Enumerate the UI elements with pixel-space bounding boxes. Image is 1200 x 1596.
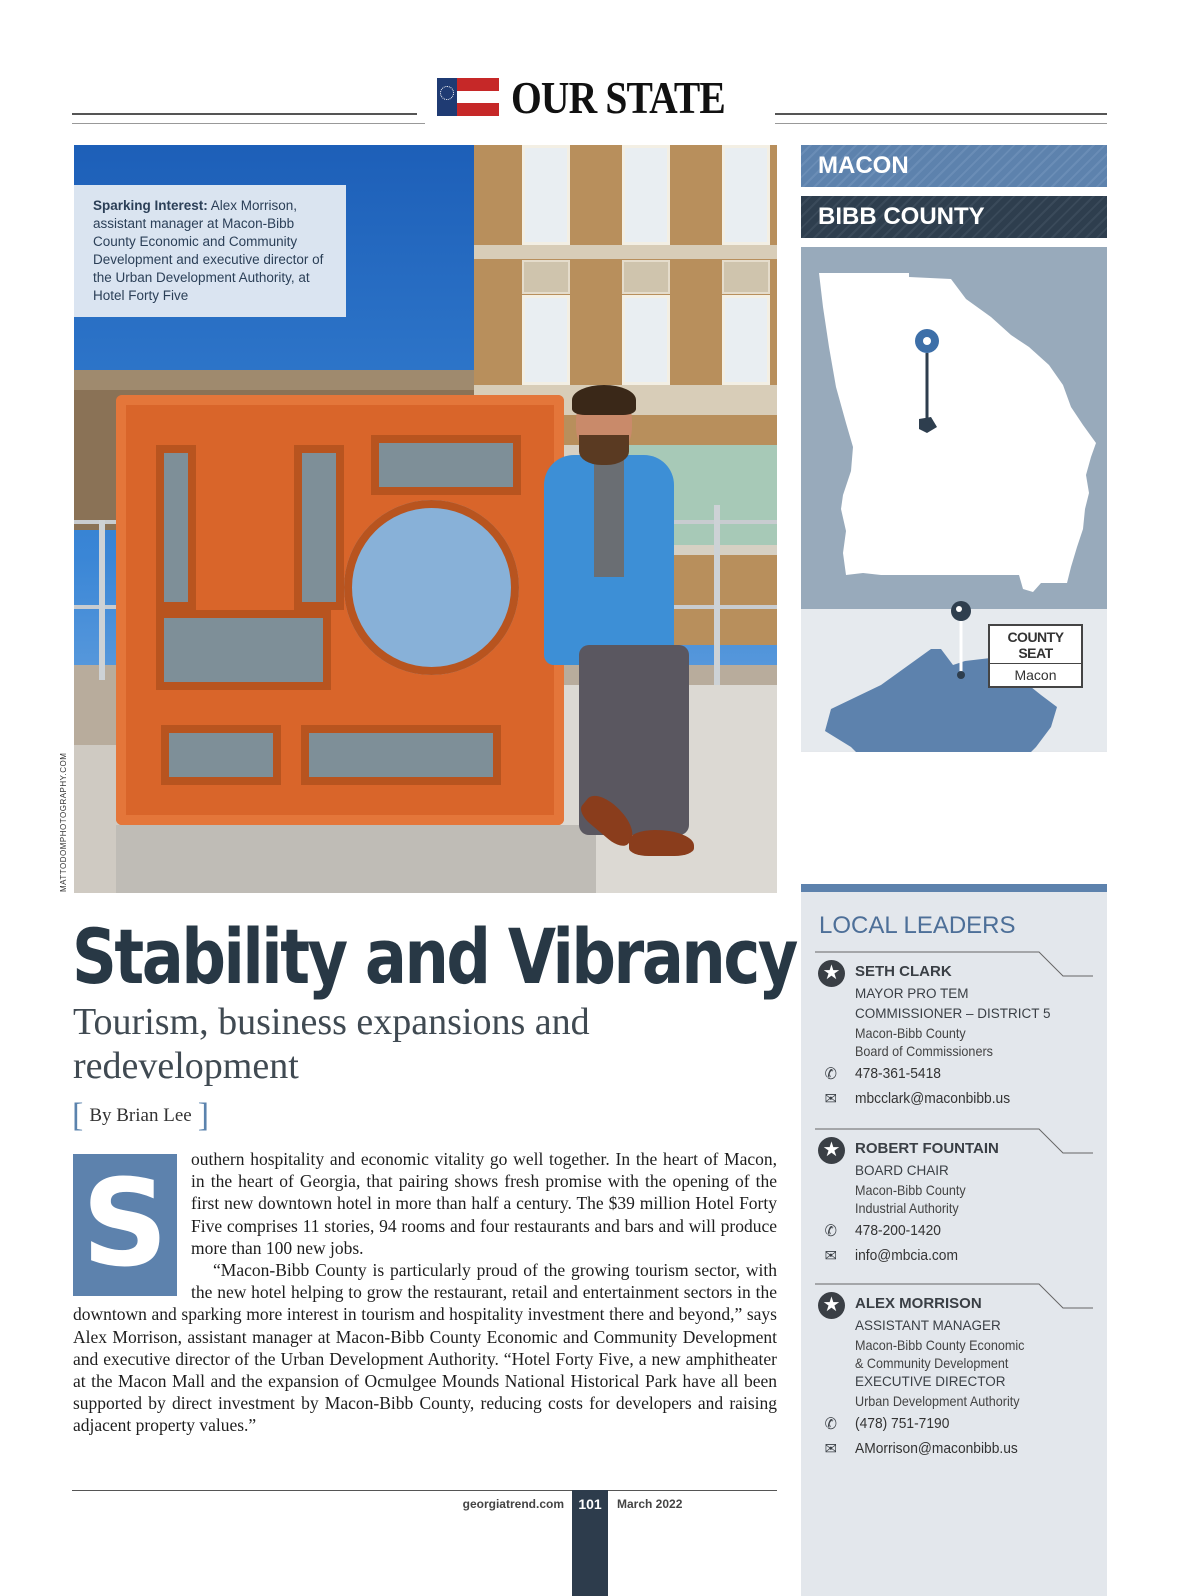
page-number: 101	[572, 1490, 608, 1596]
leader-phone[interactable]: ✆ 478-361-5418	[855, 1063, 1076, 1085]
leader-org: Macon-Bibb County	[855, 1025, 966, 1041]
county-seat-label: COUNTY SEAT	[990, 626, 1081, 664]
leader-name: ALEX MORRISON	[855, 1295, 982, 1312]
footer-rule	[72, 1490, 777, 1491]
header-rule-right	[765, 113, 1107, 115]
leader-role: COMMISSIONER – DISTRICT 5	[855, 1006, 1051, 1021]
star-icon: ★	[818, 1292, 845, 1319]
phone-icon: ✆	[824, 1223, 837, 1240]
leader-org: Urban Development Authority	[855, 1393, 1020, 1409]
photo-caption	[74, 185, 346, 317]
leader-role: MAYOR PRO TEM	[855, 986, 969, 1001]
location-sidebar	[801, 145, 1107, 752]
phone-icon: ✆	[824, 1066, 837, 1083]
county-seat-box	[988, 624, 1083, 688]
local-leaders-panel	[801, 884, 1107, 1596]
city-tag: MACON	[801, 145, 1107, 187]
leader-role: EXECUTIVE DIRECTOR	[855, 1374, 1006, 1389]
star-icon: ★	[818, 960, 845, 987]
star-icon: ★	[818, 1137, 845, 1164]
leader-phone[interactable]: ✆ 478-200-1420	[855, 1220, 1076, 1242]
mail-icon: ✉	[824, 1091, 837, 1108]
caption-text: Alex Morrison, assistant manager at Macon-Bibb County Economic and Community Development and executive director of the Urban Development Authority, at Hotel Forty Five	[93, 198, 324, 303]
county-seat-value: Macon	[1014, 667, 1057, 683]
footer-site: georgiatrend.com	[462, 1497, 564, 1511]
photo-credit: MATTODOMPHOTOGRAPHY.COM	[59, 752, 68, 892]
leader-name: ROBERT FOUNTAIN	[855, 1140, 999, 1157]
header-rule-left	[72, 113, 417, 115]
leader-email[interactable]: ✉ AMorrison@maconbibb.us	[855, 1438, 1076, 1460]
county-tag: BIBB COUNTY	[801, 196, 1107, 238]
leader-org: Macon-Bibb County	[855, 1182, 966, 1198]
georgia-state-map	[819, 273, 1096, 592]
byline: [ By Brian Lee ]	[72, 1097, 210, 1134]
leader-org: Industrial Authority	[855, 1200, 959, 1216]
mail-icon: ✉	[824, 1248, 837, 1265]
section-header	[425, 70, 775, 124]
article-body	[73, 1148, 777, 1437]
leaders-title: LOCAL LEADERS	[819, 912, 1016, 939]
leader-role: BOARD CHAIR	[855, 1163, 949, 1178]
maps-panel	[801, 247, 1107, 752]
paragraph-2: “Macon-Bibb County is particularly proud of the growing tourism sector, with the new hotel helping to grow the restaurant, retail and entertainment sectors in the downtown and sparking more interest in tourism and hospitality investment there and beyond,” says Alex Morrison, assistant manager at Macon-Bibb County Economic and Community Development and executive director of the Urban Development Authority. “Hotel Forty Five, a new amphitheater at the Macon Mall and the expansion of Ocmulgee Mounds National Historical Park have all been supported by direct investment by Macon-Bibb County, reducing costs for developers and raising adjacent property values.”	[73, 1260, 777, 1436]
leader-role: ASSISTANT MANAGER	[855, 1318, 1001, 1333]
drop-cap: S	[73, 1154, 177, 1296]
article-deck: Tourism, business expansions and redevelopment	[73, 1001, 590, 1087]
caption-lead: Sparking Interest:	[93, 198, 208, 213]
mail-icon: ✉	[824, 1441, 837, 1458]
leader-email[interactable]: ✉ mbcclark@maconbibb.us	[855, 1088, 1076, 1110]
leader-org: Macon-Bibb County Economic	[855, 1337, 1025, 1353]
leader-org: & Community Development	[855, 1355, 1009, 1371]
phone-icon: ✆	[824, 1416, 837, 1433]
byline-author: By Brian Lee	[89, 1105, 192, 1126]
leader-org: Board of Commissioners	[855, 1043, 993, 1059]
hotel-45-sign	[116, 395, 564, 825]
leader-email[interactable]: ✉ info@mbcia.com	[855, 1245, 1076, 1267]
georgia-flag-icon	[437, 78, 499, 116]
leader-phone[interactable]: ✆ (478) 751-7190	[855, 1413, 1076, 1435]
leader-name: SETH CLARK	[855, 963, 952, 980]
section-title: OUR STATE	[511, 71, 725, 123]
hero-photo	[74, 145, 777, 893]
footer-date: March 2022	[617, 1497, 683, 1511]
paragraph-1: outhern hospitality and economic vitality go well together. In the heart of Macon, in the heart of Georgia, that pairing shows fresh promise with the opening of the first new downtown hotel in more than half a century. The $39 million Hotel Forty Five comprises 11 stories, 94 rooms and four restaurants and bars and will produce more than 100 new jobs.	[191, 1149, 777, 1258]
article-headline: Stability and Vibrancy	[72, 912, 796, 1001]
